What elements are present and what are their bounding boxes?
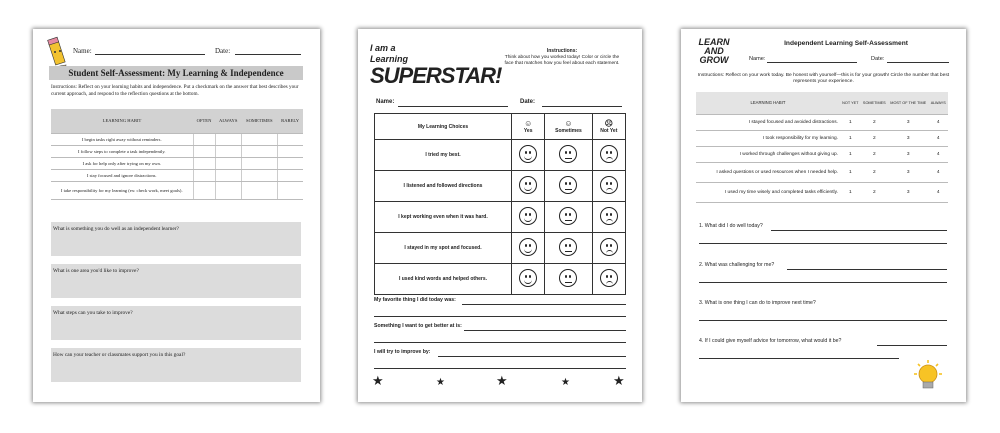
scale-option[interactable]: 3 xyxy=(888,182,929,202)
reflection-question: 1. What did I do well today? xyxy=(699,223,763,229)
habit-label: I ask for help only after trying on my own. xyxy=(51,157,193,169)
column-header: SOMETIMES xyxy=(241,109,277,133)
habit-label: I take responsibility for my learning (ex: check work, meet goals). xyxy=(51,181,193,199)
table-row xyxy=(696,146,948,162)
statement-label: I kept working even when it was hard. xyxy=(375,202,512,233)
scale-option[interactable]: 4 xyxy=(929,146,948,162)
habit-label: I took responsibility for my learning. xyxy=(696,130,840,146)
check-box[interactable] xyxy=(241,169,277,181)
reflection-question: 2. What was challenging for me? xyxy=(699,262,775,268)
self-assessment-table xyxy=(696,92,948,203)
scale-option[interactable]: 2 xyxy=(861,182,888,202)
reflection-question[interactable]: What is something you do well as an independent learner? xyxy=(51,222,301,256)
lightbulb-icon xyxy=(908,359,948,395)
neutral-face-icon[interactable] xyxy=(559,207,577,225)
habit-label: I stay focused and ignore distractions. xyxy=(51,169,193,181)
answer-line[interactable] xyxy=(438,356,626,357)
table-row xyxy=(696,182,948,202)
scale-option[interactable]: 4 xyxy=(929,130,948,146)
table-row xyxy=(375,233,626,264)
worksheet-title: Student Self-Assessment: My Learning & Independence xyxy=(49,66,303,80)
scale-option[interactable]: 4 xyxy=(929,114,948,130)
reflection-question: 3. What is one thing I can do to improve next time? xyxy=(699,300,816,306)
table-row xyxy=(696,130,948,146)
date-line[interactable] xyxy=(887,62,949,63)
table-row xyxy=(375,140,626,171)
instructions: Instructions: Reflect on your work today. Be honest with yourself—this is for your growth! Circle the number that best represents your experience. xyxy=(697,73,950,85)
star-icon: ★ xyxy=(372,373,384,388)
check-box[interactable] xyxy=(193,169,215,181)
answer-line[interactable] xyxy=(699,282,947,283)
table-row xyxy=(51,181,303,199)
reflection-question[interactable]: What is one area you'd like to improve? xyxy=(51,264,301,298)
prompt-label: I will try to improve by: xyxy=(374,349,431,355)
sad-face-icon[interactable] xyxy=(600,176,618,194)
answer-line[interactable] xyxy=(374,342,626,343)
scale-option[interactable]: 3 xyxy=(888,130,929,146)
happy-face-icon[interactable] xyxy=(519,238,537,256)
star-icon: ★ xyxy=(496,373,508,388)
star-icon: ★ xyxy=(561,377,570,388)
column-label: Not Yet xyxy=(600,128,618,134)
check-box[interactable] xyxy=(193,145,215,157)
statement-label: I used kind words and helped others. xyxy=(375,264,512,295)
name-label: Name: xyxy=(376,99,395,105)
learn-and-grow-logo xyxy=(693,38,735,65)
scale-option[interactable]: 3 xyxy=(888,162,929,182)
happy-face-icon[interactable] xyxy=(519,269,537,287)
instructions: Think about how you worked today! Color or circle the face that matches how you feel about each statement. xyxy=(504,55,620,67)
check-box[interactable] xyxy=(215,169,241,181)
check-box[interactable] xyxy=(193,181,215,199)
answer-line[interactable] xyxy=(877,345,947,346)
star-icon: ★ xyxy=(436,377,445,388)
scale-option[interactable]: 3 xyxy=(888,146,929,162)
table-row xyxy=(51,157,303,169)
name-label: Name: xyxy=(73,47,92,55)
habit-label: I stayed focused and avoided distractions. xyxy=(696,114,840,130)
happy-face-icon[interactable] xyxy=(519,207,537,225)
check-box[interactable] xyxy=(277,157,303,169)
scale-option[interactable]: 3 xyxy=(888,114,929,130)
check-box[interactable] xyxy=(277,169,303,181)
instructions: Instructions: Reflect on your learning habits and independence. Put a checkmark on the answer that best describes your current approach, and respond to the reflection questions at the bottom. xyxy=(51,84,299,97)
date-label: Date: xyxy=(215,47,231,55)
reflection-question[interactable]: How can your teacher or classmates support you in this goal? xyxy=(51,348,301,382)
answer-line[interactable] xyxy=(374,368,626,369)
column-header-yes: ☺ Yes xyxy=(512,114,545,140)
date-line[interactable] xyxy=(235,54,301,55)
scale-option[interactable]: 1 xyxy=(840,182,861,202)
scale-option[interactable]: 2 xyxy=(861,146,888,162)
prompt-label: My favorite thing I did today was: xyxy=(374,297,456,303)
reflection-question: 4. If I could give myself advice for tomorrow, what would it be? xyxy=(699,338,842,344)
column-header: MOST OF THE TIME xyxy=(888,92,929,114)
check-box[interactable] xyxy=(215,157,241,169)
neutral-face-icon[interactable] xyxy=(559,238,577,256)
answer-line[interactable] xyxy=(464,330,626,331)
answer-line[interactable] xyxy=(699,243,947,244)
check-box[interactable] xyxy=(193,133,215,145)
logo-line: I am a xyxy=(370,43,396,53)
logo-line: AND xyxy=(704,46,724,56)
habit-label: I used my time wisely and completed tasks efficiently. xyxy=(696,182,840,202)
date-label: Date: xyxy=(520,99,536,105)
scale-option[interactable]: 1 xyxy=(840,146,861,162)
worksheet-title: Independent Learning Self-Assessment xyxy=(784,40,908,47)
logo-line: LEARN xyxy=(698,37,730,47)
reflection-question[interactable]: What steps can you take to improve? xyxy=(51,306,301,340)
check-box[interactable] xyxy=(277,133,303,145)
logo-line: GROW xyxy=(699,55,729,65)
check-box[interactable] xyxy=(241,157,277,169)
table-row xyxy=(375,202,626,233)
logo-line: SUPERSTAR! xyxy=(370,63,502,88)
prompt-label: Something I want to get better at is: xyxy=(374,323,462,329)
superstar-logo xyxy=(370,43,501,87)
answer-line[interactable] xyxy=(771,230,947,231)
column-header: ALWAYS xyxy=(929,92,948,114)
column-header-sometimes: ☺ Sometimes xyxy=(545,114,592,140)
column-label: Sometimes xyxy=(555,128,582,134)
table-row xyxy=(696,162,948,182)
neutral-face-icon[interactable] xyxy=(559,145,577,163)
answer-line[interactable] xyxy=(699,320,947,321)
scale-option[interactable]: 1 xyxy=(840,130,861,146)
scale-option[interactable]: 2 xyxy=(861,130,888,146)
name-label: Name: xyxy=(749,56,766,62)
column-header-not-yet: ☹ Not Yet xyxy=(592,114,625,140)
answer-line[interactable] xyxy=(462,304,626,305)
sad-face-icon[interactable] xyxy=(600,269,618,287)
answer-line[interactable] xyxy=(787,269,947,270)
column-header: My Learning Choices xyxy=(375,114,512,140)
name-line[interactable] xyxy=(767,62,857,63)
column-header: NOT YET xyxy=(840,92,861,114)
name-line[interactable] xyxy=(398,106,508,107)
answer-line[interactable] xyxy=(374,316,626,317)
habit-label: I begin tasks right away without reminders. xyxy=(51,133,193,145)
worksheet-superstar xyxy=(358,29,642,402)
scale-option[interactable]: 1 xyxy=(840,114,861,130)
table-row xyxy=(375,264,626,295)
table-row xyxy=(375,171,626,202)
column-header: OFTEN xyxy=(193,109,215,133)
neutral-face-icon[interactable] xyxy=(559,269,577,287)
name-line[interactable] xyxy=(95,54,205,55)
check-box[interactable] xyxy=(241,181,277,199)
table-row xyxy=(51,169,303,181)
check-box[interactable] xyxy=(277,145,303,157)
happy-face-icon[interactable] xyxy=(519,176,537,194)
check-box[interactable] xyxy=(215,181,241,199)
column-header: LEARNING HABIT xyxy=(51,109,193,133)
check-box[interactable] xyxy=(193,157,215,169)
check-box[interactable] xyxy=(277,181,303,199)
star-icon: ★ xyxy=(613,373,625,388)
scale-option[interactable]: 4 xyxy=(929,162,948,182)
table-row xyxy=(51,133,303,145)
neutral-face-icon[interactable] xyxy=(559,176,577,194)
column-label: Yes xyxy=(523,128,533,134)
column-header: LEARNING HABIT xyxy=(696,92,840,114)
answer-line[interactable] xyxy=(699,358,899,359)
habit-checklist-table xyxy=(51,109,303,200)
worksheet-independent-learning xyxy=(681,29,966,402)
habit-label: I asked questions or used resources when I needed help. xyxy=(696,162,840,182)
check-box[interactable] xyxy=(215,145,241,157)
date-label: Date: xyxy=(871,56,885,62)
scale-option[interactable]: 2 xyxy=(861,114,888,130)
sad-face-icon[interactable] xyxy=(600,207,618,225)
statement-label: I stayed in my spot and focused. xyxy=(375,233,512,264)
logo-line: Learning xyxy=(370,54,409,64)
happy-face-icon[interactable] xyxy=(519,145,537,163)
check-box[interactable] xyxy=(241,145,277,157)
scale-option[interactable]: 1 xyxy=(840,162,861,182)
habit-label: I worked through challenges without giving up. xyxy=(696,146,840,162)
worksheet-independence xyxy=(33,29,320,402)
statement-label: I tried my best. xyxy=(375,140,512,171)
habit-label: I follow steps to complete a task independently. xyxy=(51,145,193,157)
sad-face-icon[interactable] xyxy=(600,238,618,256)
table-row xyxy=(51,145,303,157)
column-header: RARELY xyxy=(277,109,303,133)
scale-option[interactable]: 2 xyxy=(861,162,888,182)
table-row xyxy=(696,114,948,130)
sad-face-icon[interactable] xyxy=(600,145,618,163)
check-box[interactable] xyxy=(241,133,277,145)
column-header: ALWAYS xyxy=(215,109,241,133)
statement-label: I listened and followed directions xyxy=(375,171,512,202)
scale-option[interactable]: 4 xyxy=(929,182,948,202)
instructions-title: Instructions: xyxy=(546,48,578,54)
column-header: SOMETIMES xyxy=(861,92,888,114)
learning-choices-table xyxy=(374,113,626,295)
check-box[interactable] xyxy=(215,133,241,145)
date-line[interactable] xyxy=(542,106,622,107)
